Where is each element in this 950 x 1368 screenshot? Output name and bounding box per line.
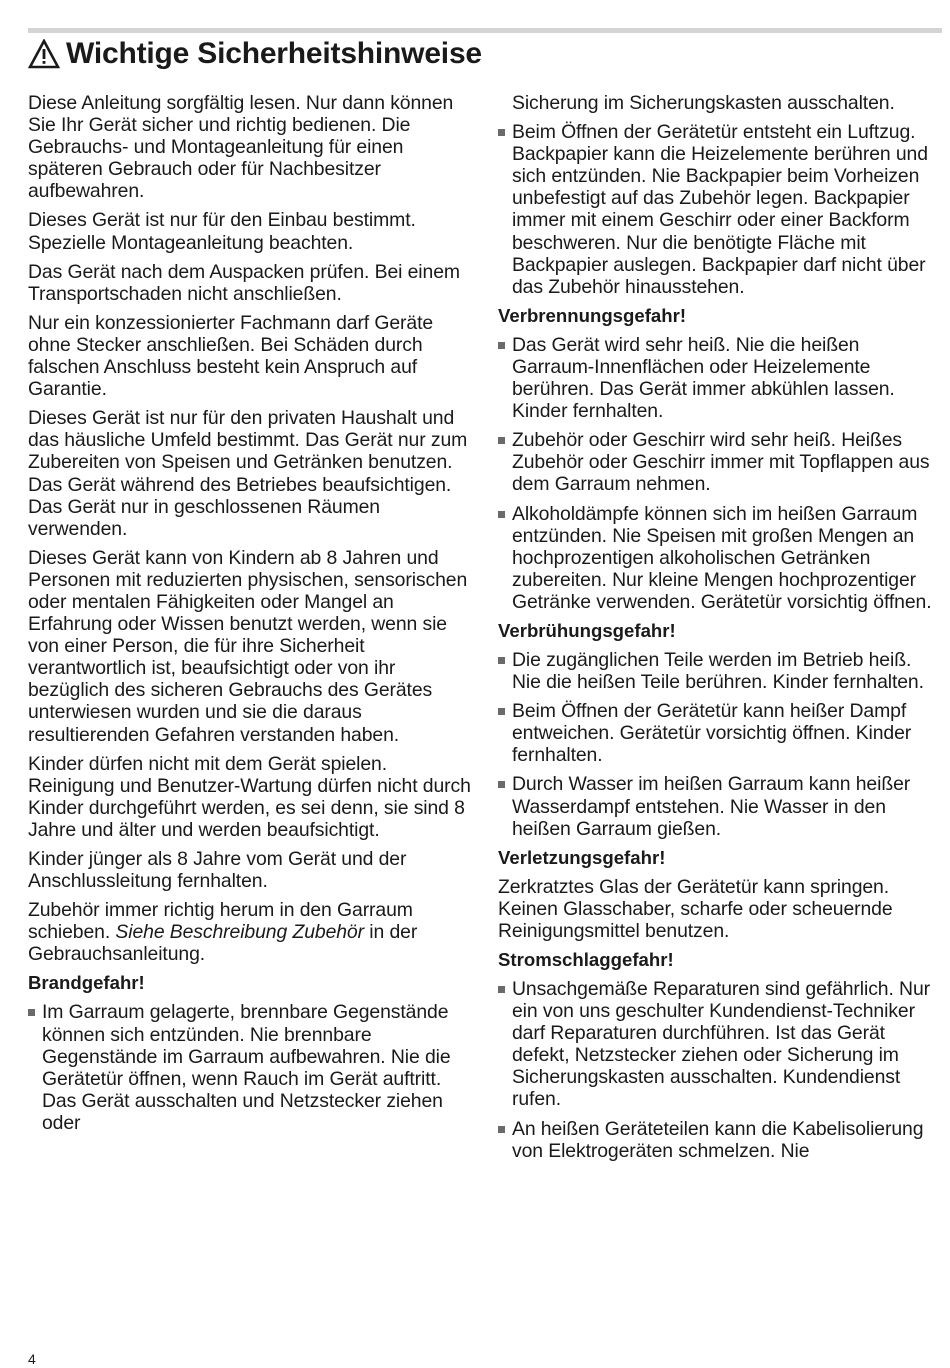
burn-hazard-bullet-3 bbox=[498, 503, 942, 613]
electric-shock-bullet-2 bbox=[498, 1118, 942, 1162]
connection-paragraph: Nur ein konzessionierter Fachmann darf Geräte ohne Stecker anschließen. Bei Schäden durch falschen Anschluss besteht kein Anspruch auf Garantie. bbox=[28, 311, 434, 401]
burn-hazard-bullet-2 bbox=[498, 429, 942, 495]
burn-hazard-heading: Verbrennungsgefahr! bbox=[498, 304, 687, 326]
unpacking-paragraph: Das Gerät nach dem Auspacken prüfen. Bei einem Transportschaden nicht anschließen. bbox=[28, 260, 460, 305]
scald-hazard-bullet-3-text: Durch Wasser im heißen Garraum kann heißer Wasserdampf entstehen. Nie Wasser in den heißen Garraum gießen. bbox=[512, 773, 911, 840]
bullet-square-icon bbox=[498, 129, 505, 136]
page-title-text: Wichtige Sicherheitshinweise bbox=[66, 37, 482, 70]
fire-hazard-bullet-2 bbox=[498, 121, 942, 298]
usage-paragraph: Dieses Gerät ist nur für den privaten Haushalt und das häusliche Umfeld bestimmt. Das Gerät nur zum Zubereiten von Speisen und Getränken benutzen. Das Gerät während des Betriebes beaufsichtigen. Das Gerät nur in geschlossenen Räumen verwenden. bbox=[28, 407, 468, 540]
children-play-paragraph: Kinder dürfen nicht mit dem Gerät spielen. Reinigung und Benutzer-Wartung dürfen nicht durch Kinder durchgeführt werden, es sei denn, sie sind 8 Jahre und älter und werden beaufsichtigt. bbox=[28, 752, 471, 841]
fire-hazard-bullet-1-text: Im Garraum gelagerte, brennbare Gegenstände können sich entzünden. Nie brennbare Gegenstände im Garraum aufbewahren. Nie die Gerätetür öffnen, wenn Rauch im Gerät auftritt. Das Gerät ausschalten und Netzstecker ziehen oder bbox=[42, 1001, 451, 1134]
scald-hazard-bullet-1-text: Die zugänglichen Teile werden im Betrieb heiß. Nie die heißen Teile berühren. Kinder fernhalten. bbox=[512, 648, 924, 694]
injury-hazard-paragraph: Zerkratztes Glas der Gerätetür kann springen. Keinen Glasschaber, scharfe oder scheuernde Reinigungsmittel benutzen. bbox=[498, 875, 893, 942]
burn-hazard-bullet-3-text: Alkoholdämpfe können sich im heißen Garraum entzünden. Nie Speisen mit großen Mengen an hochprozentigen alkoholischen Getränken zubereiten. Nur kleine Mengen hochprozentiger Getränke verwenden. Gerätetür vorsichtig öffnen. bbox=[512, 502, 932, 613]
fire-hazard-bullet-2-text: Beim Öffnen der Gerätetür entsteht ein Luftzug. Backpapier kann die Heizelemente berühren und sich entzünden. Nie Backpapier beim Vorheizen unbefestigt auf das Zubehör legen. Backpapier immer mit einem Geschirr oder einer Backform beschweren. Nur die benötigte Fläche mit Backpapier auslegen. Backpapier darf nicht über das Zubehör hinausstehen. bbox=[512, 121, 928, 298]
warning-triangle-icon bbox=[28, 39, 60, 69]
burn-hazard-bullet-1 bbox=[498, 334, 942, 422]
installation-paragraph: Dieses Gerät ist nur für den Einbau bestimmt. Spezielle Montageanleitung beachten. bbox=[28, 209, 416, 254]
bullet-square-icon bbox=[498, 437, 505, 444]
top-rule bbox=[28, 28, 942, 33]
bullet-square-icon bbox=[498, 511, 505, 518]
fire-hazard-heading: Brandgefahr! bbox=[28, 972, 145, 994]
fire-hazard-bullet-1-continued: Sicherung im Sicherungskasten ausschalten. bbox=[512, 92, 895, 114]
page-title bbox=[28, 36, 482, 72]
accessories-paragraph bbox=[28, 899, 474, 965]
bullet-square-icon bbox=[498, 781, 505, 788]
scald-hazard-bullet-3 bbox=[498, 773, 942, 839]
accessories-text-b: in der Gebrauchsanleitung. bbox=[28, 921, 418, 966]
injury-hazard-heading: Verletzungsgefahr! bbox=[498, 846, 666, 868]
page-number: 4 bbox=[28, 1351, 36, 1367]
electric-shock-heading: Stromschlaggefahr! bbox=[498, 949, 674, 970]
children-under-8-paragraph: Kinder jünger als 8 Jahre vom Gerät und der Anschlussleitung fernhalten. bbox=[28, 848, 407, 893]
burn-hazard-bullet-2-text: Zubehör oder Geschirr wird sehr heiß. Heißes Zubehör oder Geschirr immer mit Topflappen aus dem Garraum nehmen. bbox=[512, 429, 930, 496]
bullet-square-icon bbox=[498, 986, 505, 993]
intro-paragraph: Diese Anleitung sorgfältig lesen. Nur dann können Sie Ihr Gerät sicher und richtig bedienen. Die Gebrauchs- und Montageanleitung für einen späteren Gebrauch oder für Nachbesitzer aufbewahren. bbox=[28, 92, 454, 203]
bullet-square-icon bbox=[498, 708, 505, 715]
fire-hazard-bullet-1 bbox=[28, 1001, 474, 1134]
scald-hazard-heading: Verbrühungsgefahr! bbox=[498, 619, 676, 641]
bullet-square-icon bbox=[498, 342, 505, 349]
accessories-text-a: Zubehör immer richtig herum in den Garraum schieben. bbox=[28, 899, 413, 944]
children-persons-paragraph: Dieses Gerät kann von Kindern ab 8 Jahren und Personen mit reduzierten physischen, sensorischen oder mentalen Fähigkeiten oder Mangel an Erfahrung oder Wissen benutzt werden, wenn sie von einer Person, die für ihre Sicherheit verantwortlich ist, beaufsichtigt oder von ihr bezüglich des sicheren Gebrauchs des Gerätes unterwiesen wurden und sie die daraus resultierenden Gefahren verstanden haben. bbox=[28, 546, 468, 746]
bullet-square-icon bbox=[28, 1009, 35, 1016]
scald-hazard-bullet-2 bbox=[498, 700, 942, 766]
scald-hazard-bullet-2-text: Beim Öffnen der Gerätetür kann heißer Dampf entweichen. Gerätetür vorsichtig öffnen. Kinder fernhalten. bbox=[512, 700, 912, 767]
bullet-square-icon bbox=[498, 1126, 505, 1133]
left-column bbox=[28, 92, 474, 1141]
electric-shock-bullet-1 bbox=[498, 978, 942, 1111]
burn-hazard-bullet-1-text: Das Gerät wird sehr heiß. Nie die heißen Garraum-Innenflächen oder Heizelemente berühren. Das Gerät immer abkühlen lassen. Kinder fernhalten. bbox=[512, 333, 895, 423]
electric-shock-bullet-1-text: Unsachgemäße Reparaturen sind gefährlich. Nur ein von uns geschulter Kundendienst-Techniker darf Reparaturen durchführen. Ist das Gerät defekt, Netzstecker ziehen oder Sicherung im Sicherungskasten ausschalten. Kundendienst rufen. bbox=[512, 978, 931, 1111]
electric-shock-bullet-2-text: An heißen Geräteteilen kann die Kabelisolierung von Elektrogeräten schmelzen. Nie bbox=[512, 1117, 924, 1162]
bullet-square-icon bbox=[498, 657, 505, 664]
right-column bbox=[498, 92, 942, 1169]
accessories-reference: Siehe Beschreibung Zubehör bbox=[115, 921, 364, 944]
scald-hazard-bullet-1 bbox=[498, 649, 942, 693]
